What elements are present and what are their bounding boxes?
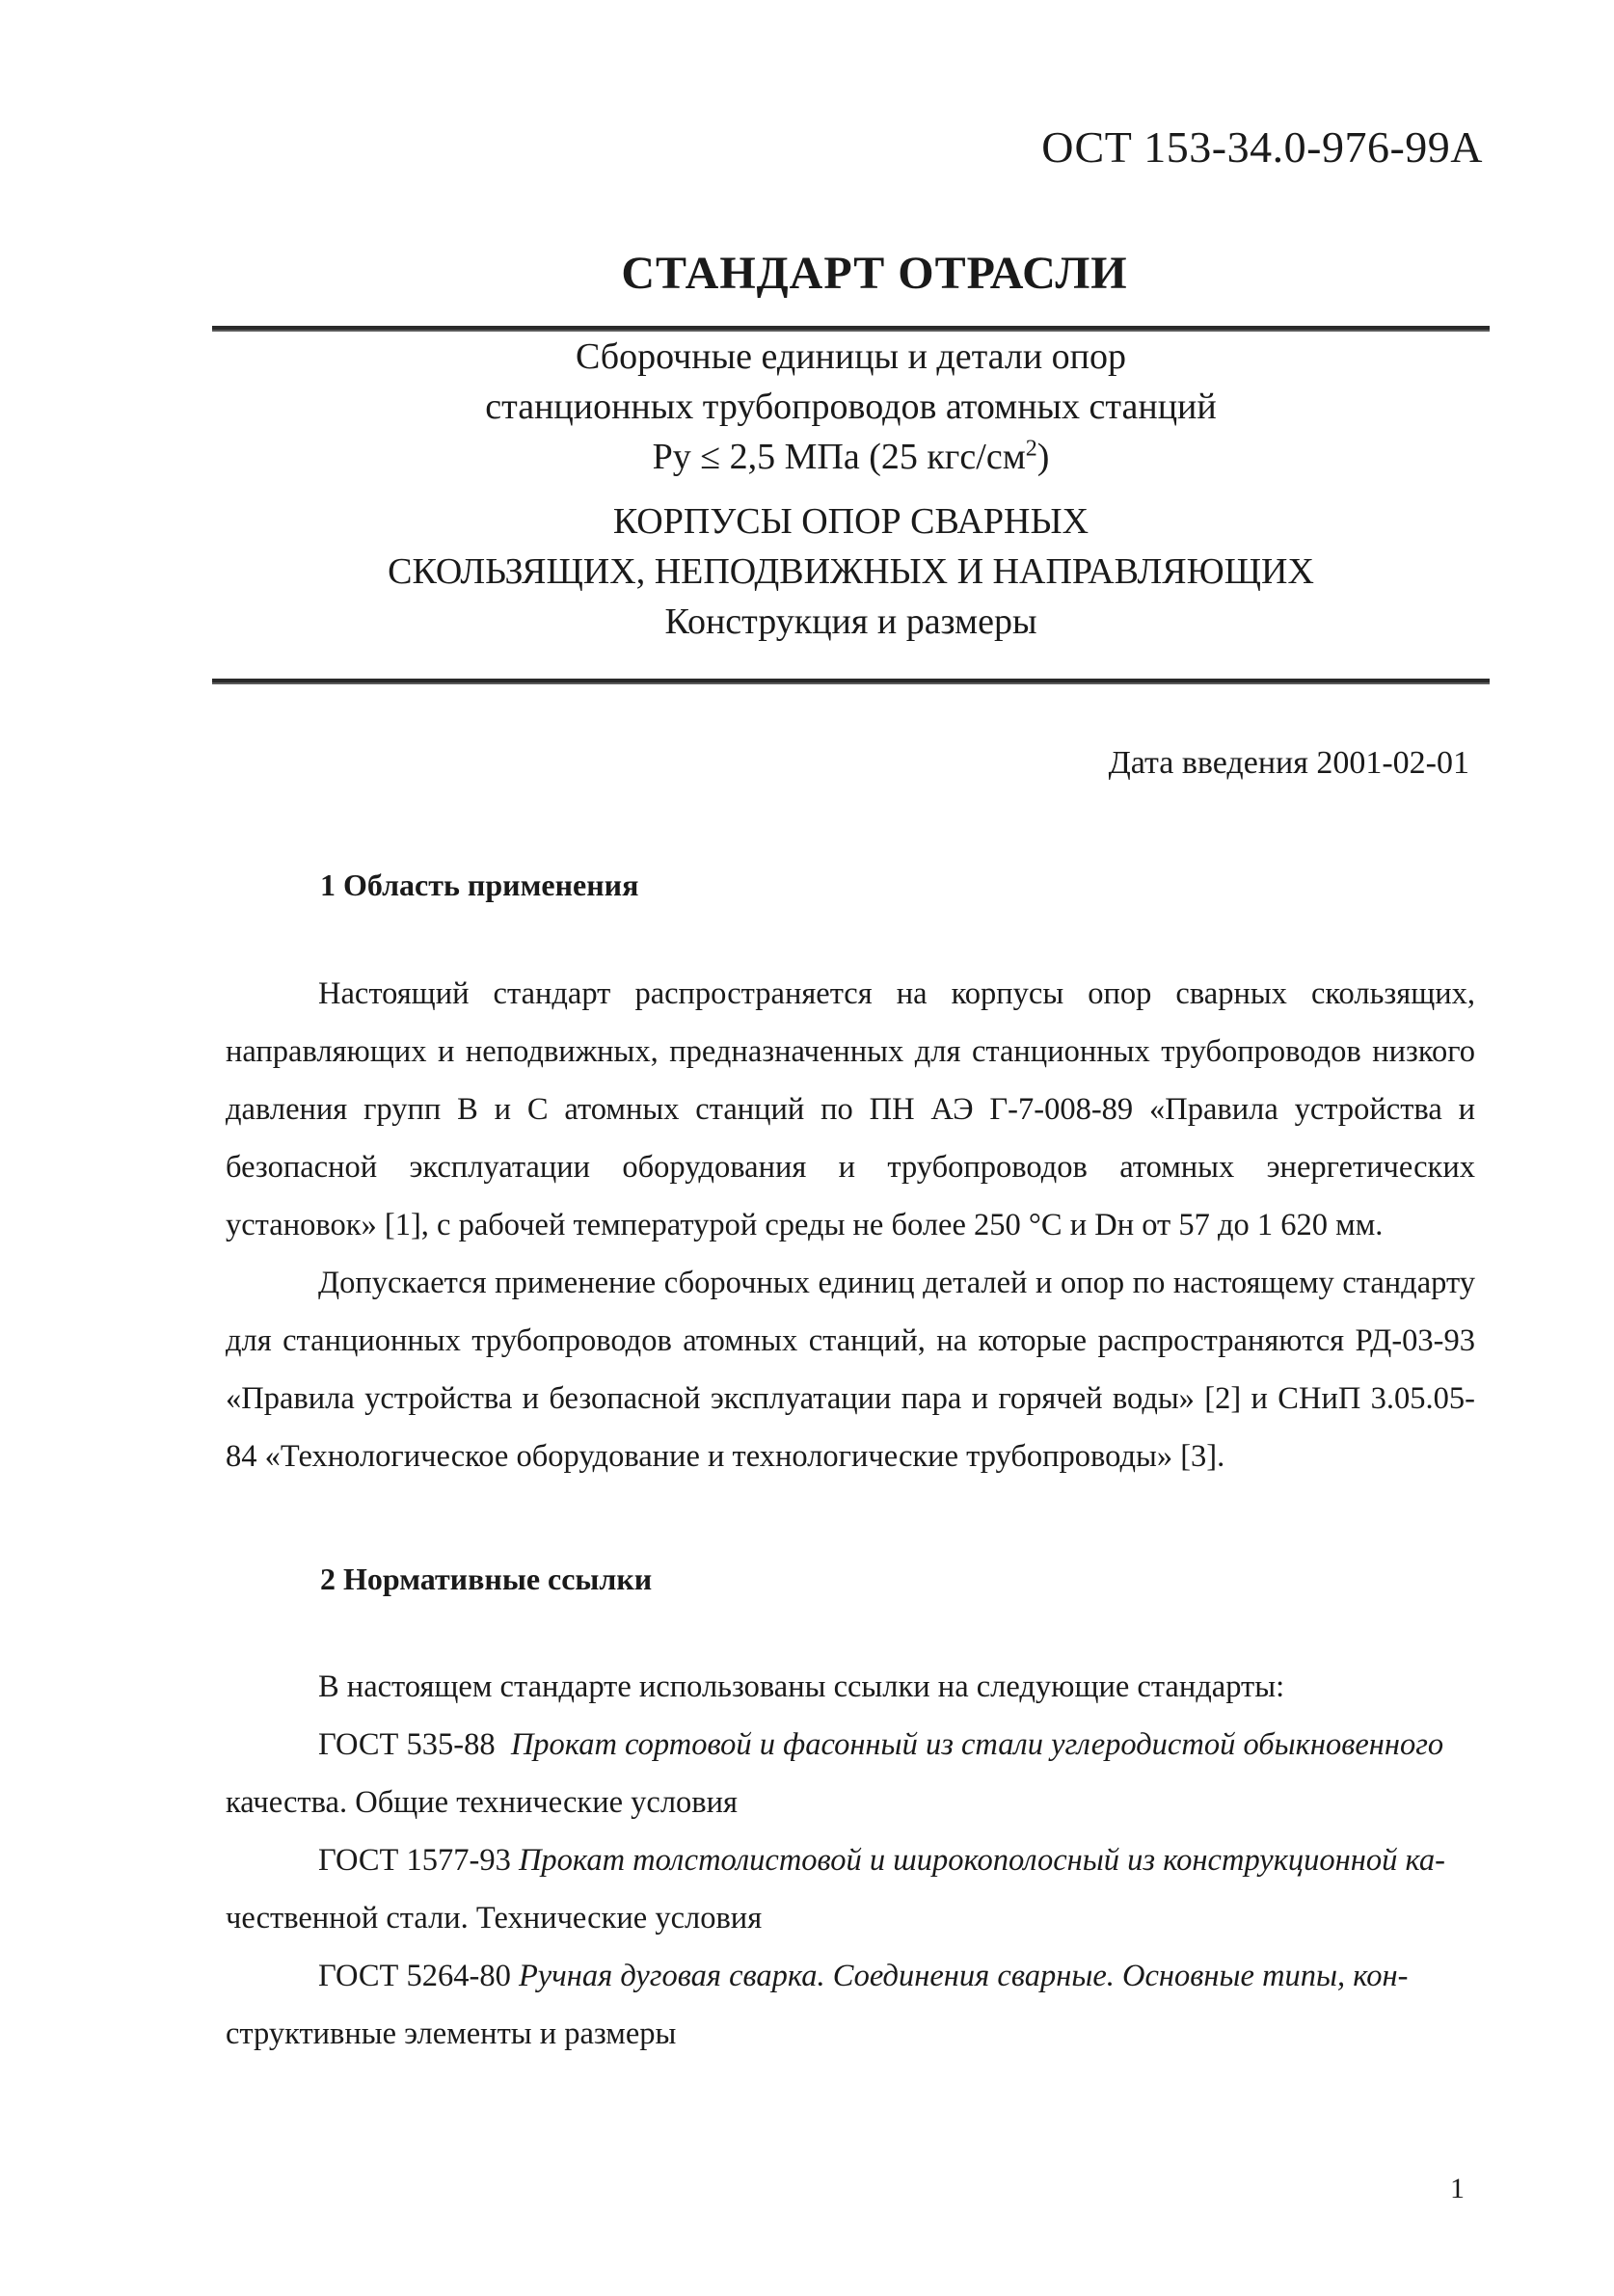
section-heading-normative-references: 2 Нормативные ссылки xyxy=(320,1562,653,1596)
section-heading-scope: 1 Область применения xyxy=(320,868,639,902)
references-intro: В настоящем стандарте использованы ссылки на следующие стандарты: xyxy=(318,1669,1285,1704)
subtitle-line-2: станционных трубопроводов атомных станций xyxy=(485,387,1217,427)
paragraph: Допускается применение сборочных единиц деталей и опор по настоящему стандарту для станционных трубопроводов атомных станций, на которые распространяются РД-03-93 «Правила устройства и безопасной эксплуатации пара и горячей воды» [2] и СНиП 3.05.05-84 «Технологическое оборудование и технологические трубопроводы» [3]. xyxy=(226,1266,1475,1474)
document-code: ОСТ 153-34.0-976-99А xyxy=(1041,122,1483,172)
reference-title-continued: структивные элементы и размеры xyxy=(226,2016,677,2051)
reference-title: Прокат толстолистовой и широкополосный из конструкционной ка- xyxy=(518,1843,1445,1878)
reference-code: ГОСТ 5264-80 xyxy=(318,1959,511,1993)
reference-title-continued: качества. Общие технические условия xyxy=(226,1785,738,1820)
superscript-two: 2 xyxy=(1025,436,1037,462)
subtitle-line-1: Сборочные единицы и детали опор xyxy=(575,336,1127,377)
section-body-normative-references xyxy=(226,1658,1475,2063)
document-subtitle xyxy=(212,332,1490,482)
reference-title-continued: чественной стали. Технические условия xyxy=(226,1901,763,1936)
title-divider-bottom xyxy=(212,679,1490,684)
section-body-scope xyxy=(226,965,1475,1485)
subtitle-line-3-text: Ру ≤ 2,5 МПа (25 кгс/см xyxy=(652,437,1026,477)
subject-line-3: Конструкция и размеры xyxy=(664,601,1037,642)
reference-title: Ручная дуговая сварка. Соединения сварные. Основные типы, кон- xyxy=(518,1959,1409,1993)
subject-line-1: КОРПУСЫ ОПОР СВАРНЫХ xyxy=(612,501,1089,542)
subtitle-line-3 xyxy=(212,432,1490,482)
document-title: СТАНДАРТ ОТРАСЛИ xyxy=(621,248,1128,299)
reference-code: ГОСТ 1577-93 xyxy=(318,1843,511,1878)
reference-code: ГОСТ 535-88 xyxy=(318,1727,496,1762)
page-number: 1 xyxy=(1450,2173,1465,2204)
reference-item xyxy=(226,1947,1475,2063)
reference-item xyxy=(226,1716,1475,1831)
subject-line-2: СКОЛЬЗЯЩИХ, НЕПОДВИЖНЫХ И НАПРАВЛЯЮЩИХ xyxy=(388,551,1314,592)
subtitle-line-3-close: ) xyxy=(1036,437,1050,477)
reference-item xyxy=(226,1831,1475,1947)
introduction-date: Дата введения 2001-02-01 xyxy=(1108,745,1469,781)
document-subject xyxy=(212,496,1490,647)
reference-title: Прокат сортовой и фасонный из стали углеродистой обыкновенного xyxy=(510,1727,1444,1762)
paragraph: Настоящий стандарт распространяется на корпусы опор сварных скользящих, направляющих и неподвижных, предназначенных для станционных трубопроводов низкого давления групп В и С атомных станций по ПН АЭ Г-7-008-89 «Правила устройства и безопасной эксплуатации оборудования и трубопроводов атомных энергетических установок» [1], с рабочей температурой среды не более 250 °С и Dн от 57 до 1 620 мм. xyxy=(226,976,1475,1242)
